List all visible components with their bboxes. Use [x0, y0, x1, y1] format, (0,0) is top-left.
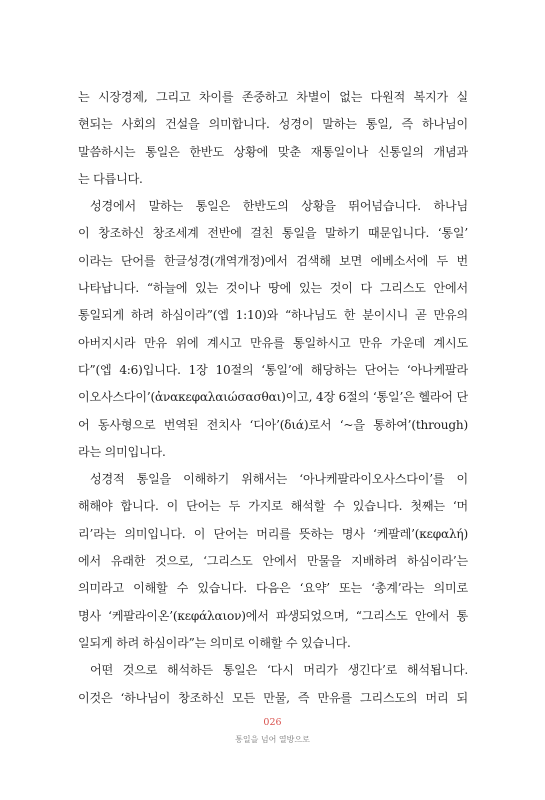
text-line: 이것은 ‘하나님이 창조하신 모든 만물, 즉 만유를 그리스도의 머리 되: [78, 690, 468, 705]
text-line: 이라는 단어를 한글성경(개역개정)에서 검색해 보면 에베소서에 두 번: [78, 253, 468, 268]
paragraph: [78, 657, 468, 712]
text-line: 리’라는 의미입니다. 이 단어는 머리를 뜻하는 명사 ‘케팔레’(κεφαλή): [78, 526, 468, 541]
text-line: 성경적 통일을 이해하기 위해서는 ‘아나케팔라이오사스다이’를 이: [90, 472, 468, 487]
text-line: 에서 유래한 것으로, ‘그리스도 안에서 만물을 지배하려 하심이라’는: [78, 554, 468, 569]
text-line: 성경에서 말하는 통일은 한반도의 상황을 뛰어넘습니다. 하나님: [90, 199, 468, 214]
paragraph: [78, 84, 468, 193]
text-line: 일되게 하려 하심이라”는 의미로 이해할 수 있습니다.: [78, 635, 351, 650]
page-number: 026: [263, 717, 282, 728]
text-line: 말씀하시는 통일은 한반도 상황에 맞춘 재통일이나 신통일의 개념과: [78, 144, 468, 159]
text-line: 아버지시라 만유 위에 계시고 만유를 통일하시고 만유 가운데 계시도: [78, 335, 468, 350]
text-line: 통일되게 하려 하심이라”(엡 1:10)와 “하나님도 한 분이시니 곧 만유의: [78, 308, 468, 323]
text-line: 해해야 합니다. 이 단어는 두 가지로 해석할 수 있습니다. 첫째는 ‘머: [78, 499, 468, 514]
text-line: 명사 ‘케팔라이온’(κεφάλαιον)에서 파생되었으며, “그리스도 안에서 통: [78, 608, 468, 623]
text-line: 어 동사형으로 번역된 전치사 ‘디아’(διά)로서 ‘~을 통하여’(through): [78, 417, 468, 432]
text-line: 어떤 것으로 해석하든 통일은 ‘다시 머리가 생긴다’로 해석됩니다.: [90, 663, 468, 678]
text-line: 라는 의미입니다.: [78, 444, 166, 459]
running-title: 통일을 넘어 열방으로: [235, 735, 310, 744]
text-line: 현되는 사회의 건설을 의미합니다. 성경이 말하는 통일, 즉 하나님이: [78, 117, 468, 132]
text-line: 는 다릅니다.: [78, 171, 143, 186]
text-line: 는 시장경제, 그리고 차이를 존중하고 차별이 없는 다원적 복지가 실: [78, 90, 468, 104]
text-line: 이 창조하신 창조세계 전반에 걸친 통일을 말하기 때문입니다. ‘통일’: [78, 226, 468, 241]
paragraph: [78, 193, 468, 466]
text-line: 이오사스다이’(ἀνακεφαλαιώσασθαι)이고, 4장 6절의 ‘통일’은 헬라어 단: [78, 390, 468, 405]
text-line: 다”(엡 4:6)입니다. 1장 10절의 ‘통일’에 해당하는 단어는 ‘아나케팔라: [78, 362, 468, 377]
body-text: [78, 84, 468, 712]
paragraph: [78, 466, 468, 657]
text-line: 의미라고 이해할 수 있습니다. 다음은 ‘요약’ 또는 ‘총계’라는 의미로: [78, 581, 468, 596]
text-line: 나타납니다. “하늘에 있는 것이나 땅에 있는 것이 다 그리스도 안에서: [78, 281, 468, 296]
